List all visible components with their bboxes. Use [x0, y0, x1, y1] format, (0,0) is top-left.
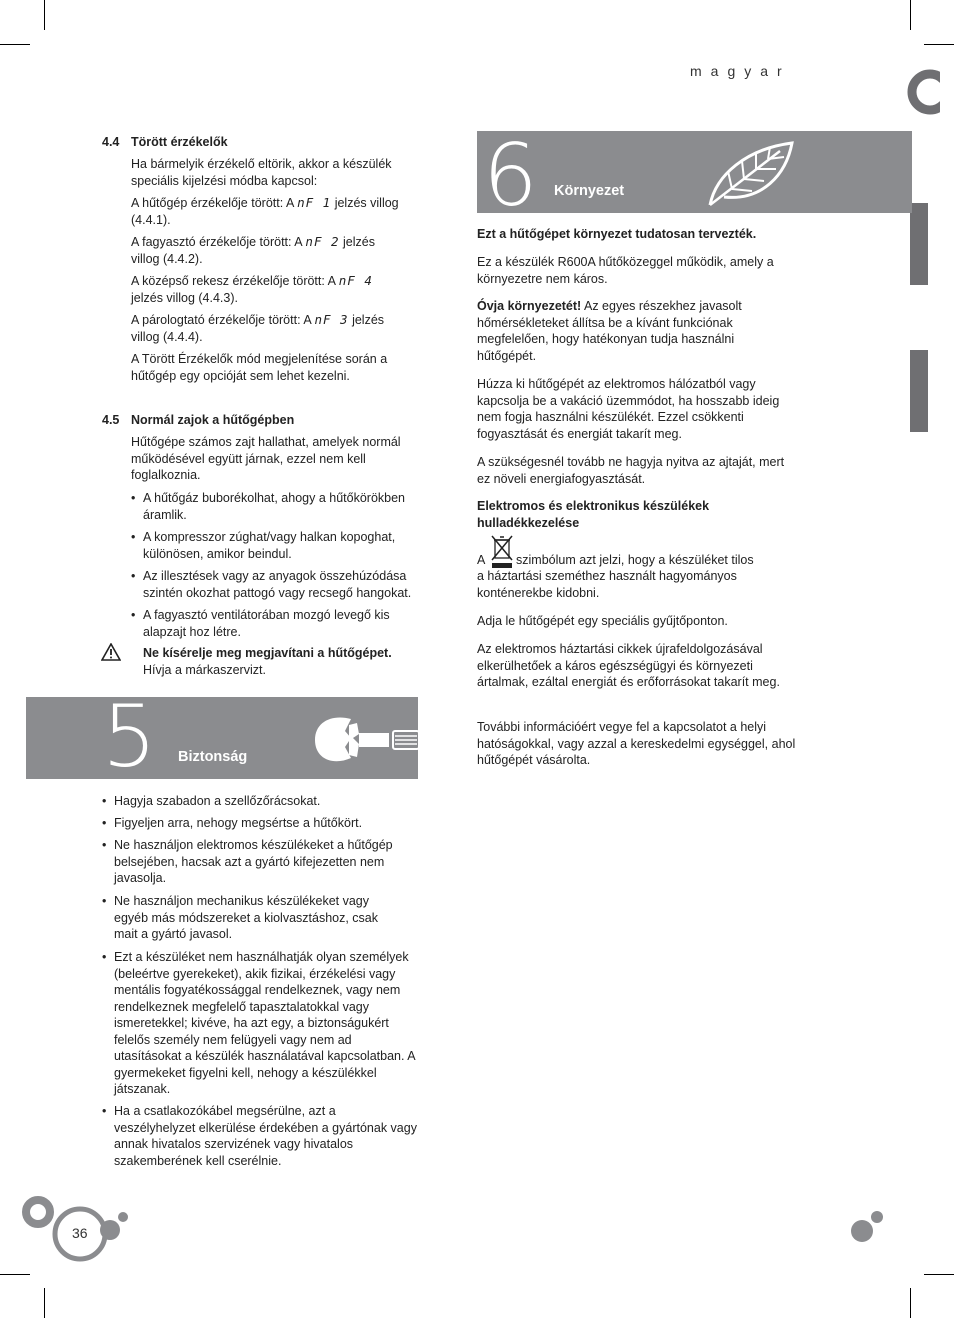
bullet-icon: • — [131, 491, 136, 505]
weee-paragraph-line: szimbólum azt jelzi, hogy a készüléket tilos — [516, 553, 754, 567]
weee-text: A — [477, 553, 486, 567]
footer-dots-decoration — [848, 1208, 888, 1248]
environment-paragraph: Az elektromos háztartási cikkek újrafeldolgozásával elkerülhetőek a káros egészségügyi és környezeti ártalmak, ezáltal energiát és erőforrásokat takarít meg. — [477, 642, 780, 689]
sensor-item — [131, 234, 406, 267]
list-item-text: Ezt a készüléket nem használhatják olyan személyek (beleértve gyerekeket), akik fizikai, érzékelési vagy mentális fogyatékossággal rendelkeznek, vagy nem rendelkeznek megfelelő tapasztalatokkal vagy ismeretekkel; kivéve, ha azt egy, a biztonságukért felelős személy nem felügyeli vagy nem ad utasításokat a készülék használatával kapcsolatban. A gyermekeket figyelni kell, nehogy a készülékkel játszanak. — [114, 950, 415, 1096]
list-item-text: Ne használjon mechanikus készülékeket vagy egyéb más módszereket a kiolvasztáshoz, csak mait a gyártó javasol. — [114, 894, 379, 941]
bullet-icon: • — [131, 530, 136, 544]
list-item-text: A fagyasztó ventilátorában mozgó levegő kis alapzajt hoz létre. — [143, 608, 390, 639]
sensor-item — [131, 312, 406, 345]
section-note: A Törött Érzékelők mód megjelenítése során a hűtőgép egy opcióját sem lehet kezelni. — [131, 352, 388, 383]
bullet-icon: • — [102, 950, 107, 964]
crop-mark — [44, 0, 45, 30]
bullet-icon: • — [102, 1104, 107, 1118]
crop-mark — [910, 0, 911, 30]
environment-paragraph — [477, 298, 777, 364]
paragraph-text: Az egyes részekhez javasolt hőmérsékleteket állítsa be a kívánt funkciónak megfelelően, hogy hatékonyan tudja használni hűtőgépét. — [477, 299, 742, 363]
warning-note: Hívja a márkaszervizt. — [143, 662, 266, 677]
sensor-item-text: jelzés villog (4.4.3). — [131, 290, 238, 305]
list-item — [102, 893, 404, 943]
environment-lead: Ezt a hűtőgépet környezet tudatosan tervezték. — [477, 227, 757, 241]
weee-paragraph: a háztartási szeméthez használt hagyományos konténerekbe kidobni. — [477, 569, 737, 600]
bullet-icon: • — [131, 569, 136, 583]
sensor-item-text: jelzés villog (4.4.4). — [131, 313, 385, 344]
environment-paragraph: Ez a készülék R600A hűtőközeggel működik, amely a környezetre nem káros. — [477, 255, 774, 286]
warning-bold: Ne kísérelje meg megjavítani a hűtőgépet. — [143, 646, 392, 660]
section-intro: Hűtőgépe számos zajt hallathat, amelyek normál működésével együtt járnak, ezzel nem kell foglalkoznia. — [131, 435, 401, 482]
sensor-item — [131, 273, 406, 306]
display-code: nF 4 — [338, 273, 373, 288]
crop-mark — [910, 1288, 911, 1318]
crop-mark — [924, 1274, 954, 1275]
chapter-number: 5 — [102, 687, 157, 787]
sensor-item-text: A fagyasztó érzékelője törött: A — [131, 235, 302, 249]
environment-paragraph: További információért vegye fel a kapcsolatot a helyi hatóságokkal, vagy azzal a kereskedelmi egységgel, ahol hűtőgépét vásárolta. — [477, 720, 796, 767]
sensor-item — [131, 195, 406, 228]
section-title: Törött érzékelők — [131, 135, 228, 149]
environment-paragraph: Húzza ki hűtőgépét az elektromos hálózatból vagy kapcsolja be a vakáció üzemmódot, ha hosszabb ideig nem fogja használni készülékét. Ezzel csökkenti fogyasztását és energiát takarít meg. — [477, 377, 780, 441]
list-item — [102, 815, 416, 832]
sensor-item-text: A párologtató érzékelője törött: A — [131, 313, 311, 327]
environment-paragraph: Adja le hűtőgépét egy speciális gyűjtőponton. — [477, 614, 728, 628]
section-intro: Ha bármelyik érzékelő eltörik, akkor a készülék speciális kijelzési módba kapcsol: — [131, 157, 392, 188]
bullet-icon: • — [131, 608, 136, 622]
crop-mark — [44, 1288, 45, 1318]
list-item — [131, 607, 403, 640]
section-number: 4.4 — [102, 135, 120, 149]
crop-mark — [924, 44, 954, 45]
display-code: nF 3 — [314, 312, 349, 327]
weee-title: Elektromos és elektronikus készülékek hulladékkezelése — [477, 499, 710, 530]
list-item-text: A hűtőgáz buborékolhat, ahogy a hűtőkörökben áramlik. — [143, 491, 406, 522]
bullet-icon: • — [102, 794, 107, 808]
display-code: nF 1 — [297, 195, 332, 210]
wrench-icon — [311, 711, 421, 769]
list-item — [102, 1103, 418, 1169]
emphasis-text: Óvja környezetét! — [477, 299, 582, 313]
list-item — [102, 837, 416, 887]
sensor-item-text: jelzés villog (4.4.2). — [131, 235, 375, 266]
list-item-text: Ha a csatlakozókábel megsérülne, azt a veszélyhelyzet elkerülése érdekében a gyártónak vagy annak hivatalos szervizének vagy hivatalos szakemberének kell cserélnie. — [114, 1104, 417, 1168]
section-title: Normál zajok a hűtőgépben — [131, 413, 295, 427]
list-item — [131, 529, 413, 562]
side-tab — [910, 350, 928, 432]
sensor-item-text: jelzés villog (4.4.1). — [131, 196, 399, 227]
environment-paragraph: A szükségesnél tovább ne hagyja nyitva az ajtaját, mert ez növeli energiafogyasztását. — [477, 455, 785, 486]
list-item-text: Az illesztések vagy az anyagok összehúzódása szintén okozhat pattogó vagy recsegő hangokat. — [143, 569, 412, 600]
bullet-icon: • — [102, 816, 107, 830]
page-number: 36 — [72, 1225, 88, 1241]
list-item-text: Ne használjon elektromos készülékeket a hűtőgép belsejében, hacsak azt a gyártó kifejezetten nem javasolja. — [114, 838, 393, 885]
chapter-title: Környezet — [554, 183, 625, 199]
list-item-text: A kompresszor zúghat/vagy halkan kopoghat, különösen, amikor beindul. — [143, 530, 396, 561]
side-tab — [910, 203, 928, 285]
list-item — [102, 949, 418, 1098]
crossed-bin-icon — [490, 534, 514, 570]
bullet-icon: • — [102, 894, 107, 908]
list-item — [131, 568, 418, 601]
list-item-text: Figyeljen arra, nehogy megsértse a hűtőkört. — [114, 816, 363, 830]
crop-mark — [0, 1274, 30, 1275]
chapter-band-environment — [477, 126, 912, 226]
header-ring-decoration — [900, 66, 940, 126]
list-item-text: Hagyja szabadon a szellőzőrácsokat. — [114, 794, 321, 808]
list-item — [102, 793, 416, 810]
chapter-title: Biztonság — [178, 749, 248, 765]
sensor-item-text: A középső rekesz érzékelője törött: A — [131, 274, 336, 288]
crop-mark — [0, 44, 30, 45]
leaf-icon — [702, 139, 797, 209]
display-code: nF 2 — [305, 234, 340, 249]
warning-icon — [101, 643, 121, 661]
language-label: magyar — [690, 63, 791, 79]
chapter-band-safety — [26, 687, 418, 787]
sensor-item-text: A hűtőgép érzékelője törött: A — [131, 196, 294, 210]
section-number: 4.5 — [102, 413, 120, 427]
bullet-icon: • — [102, 838, 107, 852]
list-item — [131, 490, 413, 523]
chapter-number: 6 — [483, 126, 538, 226]
warning-text — [143, 645, 413, 678]
